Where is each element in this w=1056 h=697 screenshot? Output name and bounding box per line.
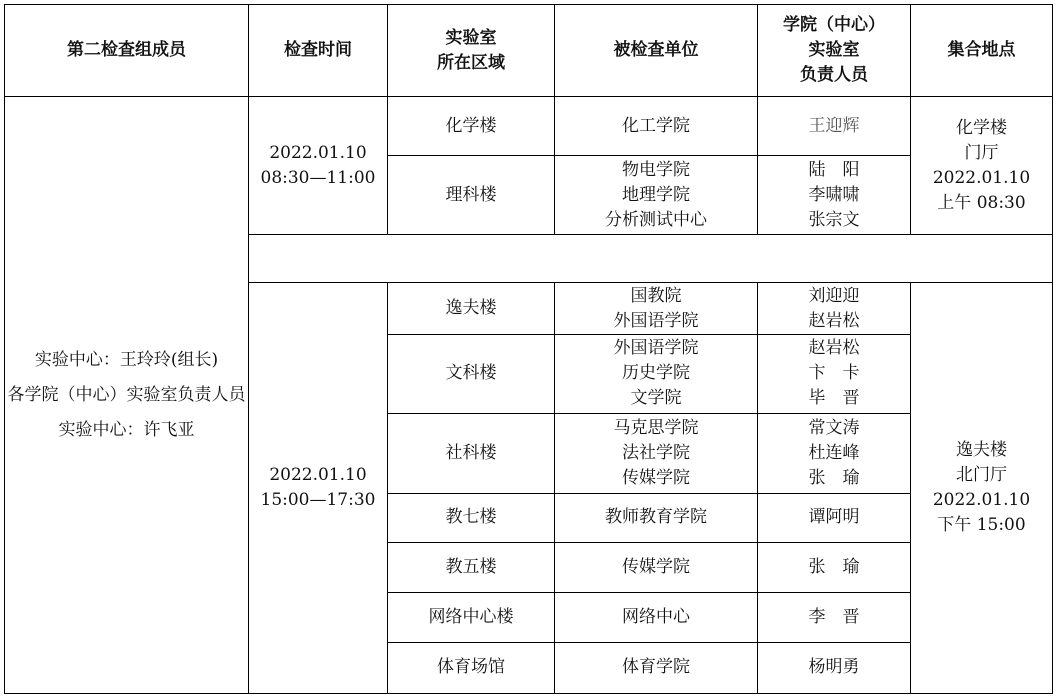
area-cell: 文科楼 bbox=[388, 335, 555, 413]
inspection-schedule-table bbox=[4, 4, 1053, 694]
units-cell: 体育学院 bbox=[555, 642, 758, 693]
area-cell: 教七楼 bbox=[388, 493, 555, 542]
area-cell: 教五楼 bbox=[388, 542, 555, 592]
units-cell: 外国语学院 历史学院 文学院 bbox=[555, 335, 758, 413]
session2-location: 逸夫楼 北门厅 2022.01.10 下午 15:00 bbox=[911, 283, 1053, 694]
leaders-cell: 谭阿明 bbox=[758, 493, 911, 542]
member-line: 实验中心：王玲玲(组长) bbox=[34, 349, 219, 370]
units-cell: 马克思学院 法社学院 传媒学院 bbox=[555, 413, 758, 493]
header-row bbox=[5, 5, 1053, 97]
leaders-cell: 李 晋 bbox=[758, 592, 911, 642]
leaders-cell: 王迎辉 bbox=[758, 97, 911, 156]
units-cell: 化工学院 bbox=[555, 97, 758, 156]
area-cell: 网络中心楼 bbox=[388, 592, 555, 642]
member-line: 各学院（中心）实验室负责人员 bbox=[7, 384, 246, 405]
area-cell: 化学楼 bbox=[388, 97, 555, 156]
leaders-cell: 赵岩松 卞 卡 毕 晋 bbox=[758, 335, 911, 413]
member-line: 实验中心：许飞亚 bbox=[58, 419, 195, 440]
leaders-cell: 杨明勇 bbox=[758, 642, 911, 693]
header-area: 实验室 所在区域 bbox=[388, 5, 555, 97]
area-cell: 体育场馆 bbox=[388, 642, 555, 693]
units-cell: 传媒学院 bbox=[555, 542, 758, 592]
group-members-cell bbox=[5, 97, 249, 694]
units-cell: 国教院 外国语学院 bbox=[555, 283, 758, 335]
table-row bbox=[5, 97, 1053, 156]
area-cell: 理科楼 bbox=[388, 156, 555, 235]
area-cell: 逸夫楼 bbox=[388, 283, 555, 335]
header-location: 集合地点 bbox=[911, 5, 1053, 97]
header-time: 检查时间 bbox=[249, 5, 388, 97]
header-members: 第二检查组成员 bbox=[5, 5, 249, 97]
units-cell: 物电学院 地理学院 分析测试中心 bbox=[555, 156, 758, 235]
leaders-cell: 刘迎迎 赵岩松 bbox=[758, 283, 911, 335]
area-cell: 社科楼 bbox=[388, 413, 555, 493]
header-leaders: 学院（中心） 实验室 负责人员 bbox=[758, 5, 911, 97]
units-cell: 教师教育学院 bbox=[555, 493, 758, 542]
session2-time: 2022.01.10 15:00—17:30 bbox=[249, 283, 388, 694]
leaders-cell: 陆 阳 李啸啸 张宗文 bbox=[758, 156, 911, 235]
leaders-cell: 张 瑜 bbox=[758, 542, 911, 592]
session1-location: 化学楼 门厅 2022.01.10 上午 08:30 bbox=[911, 97, 1053, 235]
spacer-cell bbox=[249, 235, 1053, 283]
header-units: 被检查单位 bbox=[555, 5, 758, 97]
leaders-cell: 常文涛 杜连峰 张 瑜 bbox=[758, 413, 911, 493]
session1-time: 2022.01.10 08:30—11:00 bbox=[249, 97, 388, 235]
units-cell: 网络中心 bbox=[555, 592, 758, 642]
